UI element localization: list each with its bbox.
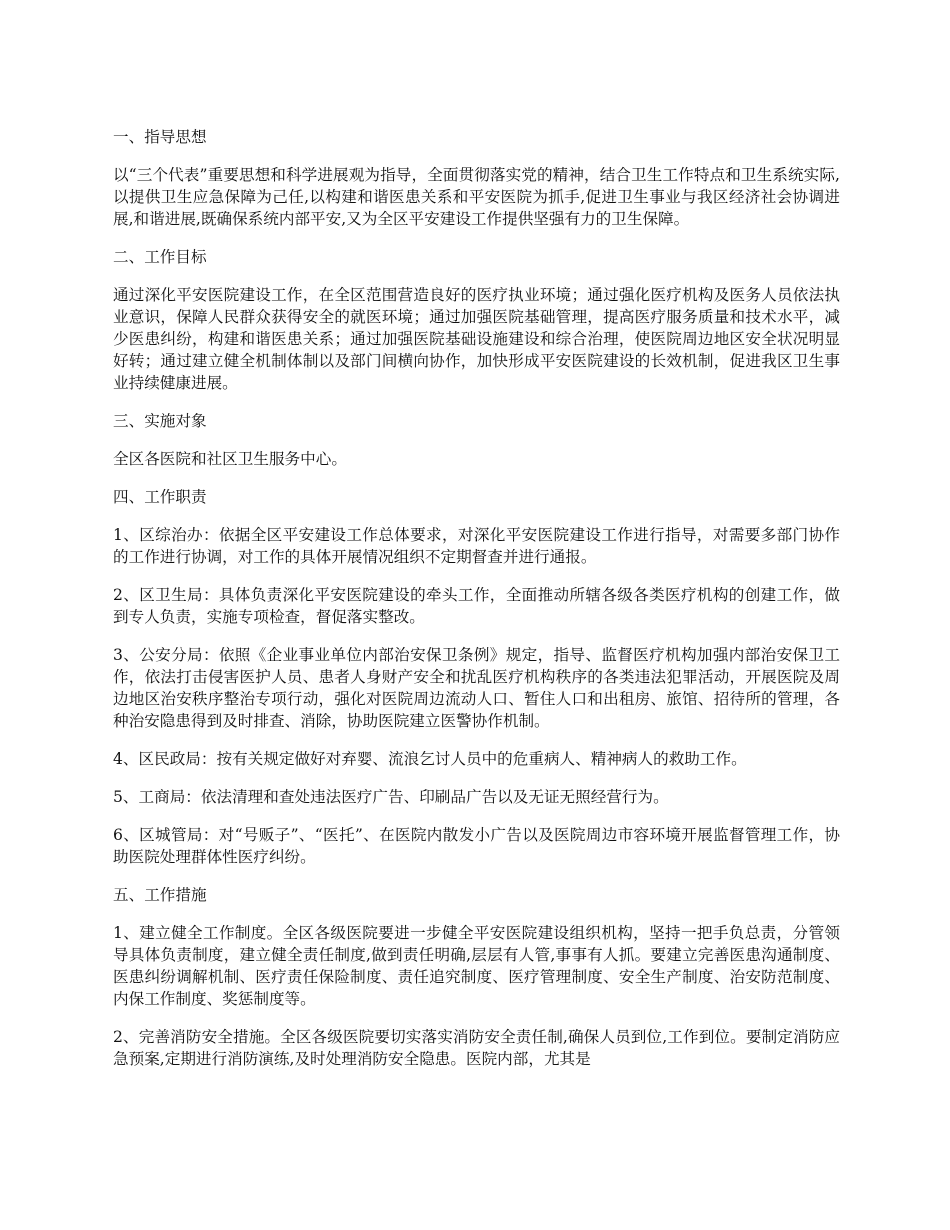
paragraph-responsibility-3: 3、公安分局：依照《企业事业单位内部治安保卫条例》规定，指导、监督医疗机构加强内部治安保卫工作，依法打击侵害医护人员、患者人身财产安全和扰乱医疗机构秩序的各类违法犯罪活动，开展医院及周边地区治安秩序整治专项行动，强化对医院周边流动人口、暂住人口和出租房、旅馆、招待所的管理，各种治安隐患得到及时排查、消除，协助医院建立医警协作机制。: [113, 646, 840, 730]
paragraph-guiding-ideology: 以“三个代表”重要思想和科学进展观为指导，全面贯彻落实党的精神，结合卫生工作特点和卫生系统实际,以提供卫生应急保障为己任,以构建和谐医患关系和平安医院为抓手,促进卫生事业与我区经济社会协调进展,和谐进展,既确保系统内部平安,又为全区平安建设工作提供坚强有力的卫生保障。: [113, 166, 840, 228]
section-heading-guiding-ideology: 一、指导思想: [113, 128, 207, 146]
paragraph-responsibility-2: 2、区卫生局：具体负责深化平安医院建设的牵头工作，全面推动所辖各级各类医疗机构的创建工作，做到专人负责，实施专项检查，督促落实整改。: [113, 586, 840, 626]
document-page: [113, 126, 840, 1086]
paragraph-targets: 全区各医院和社区卫生服务中心。: [113, 450, 347, 468]
paragraph-responsibility-1: 1、区综治办：依据全区平安建设工作总体要求，对深化平安医院建设工作进行指导，对需要多部门协作的工作进行协调，对工作的具体开展情况组织不定期督查并进行通报。: [113, 526, 840, 566]
section-heading-responsibilities: 四、工作职责: [113, 488, 207, 506]
paragraph-responsibility-5: 5、工商局：依法清理和查处违法医疗广告、印刷品广告以及无证无照经营行为。: [113, 788, 669, 806]
paragraph-measure-1: 1、建立健全工作制度。全区各级医院要进一步健全平安医院建设组织机构，坚持一把手负总责，分管领导具体负责制度，建立健全责任制度,做到责任明确,层层有人管,事事有人抓。要建立完善医患沟通制度、医患纠纷调解机制、医疗责任保险制度、责任追究制度、医疗管理制度、安全生产制度、治安防范制度、内保工作制度、奖惩制度等。: [113, 924, 840, 1008]
section-heading-measures: 五、工作措施: [113, 886, 207, 904]
section-heading-targets: 三、实施对象: [113, 412, 207, 430]
paragraph-work-goals: 通过深化平安医院建设工作，在全区范围营造良好的医疗执业环境；通过强化医疗机构及医务人员依法执业意识，保障人民群众获得安全的就医环境；通过加强医院基础管理，提高医疗服务质量和技术水平，减少医患纠纷，构建和谐医患关系；通过加强医院基础设施建设和综合治理，使医院周边地区安全状况明显好转；通过建立健全机制体制以及部门间横向协作，加快形成平安医院建设的长效机制，促进我区卫生事业持续健康进展。: [113, 286, 840, 392]
paragraph-responsibility-6: 6、区城管局：对“号贩子”、“医托”、在医院内散发小广告以及医院周边市容环境开展监督管理工作，协助医院处理群体性医疗纠纷。: [113, 826, 840, 866]
paragraph-measure-2: 2、完善消防安全措施。全区各级医院要切实落实消防安全责任制,确保人员到位,工作到位。要制定消防应急预案,定期进行消防演练,及时处理消防安全隐患。医院内部，尤其是: [113, 1028, 840, 1068]
section-heading-work-goals: 二、工作目标: [113, 248, 207, 266]
paragraph-responsibility-4: 4、区民政局：按有关规定做好对弃婴、流浪乞讨人员中的危重病人、精神病人的救助工作。: [113, 750, 747, 768]
